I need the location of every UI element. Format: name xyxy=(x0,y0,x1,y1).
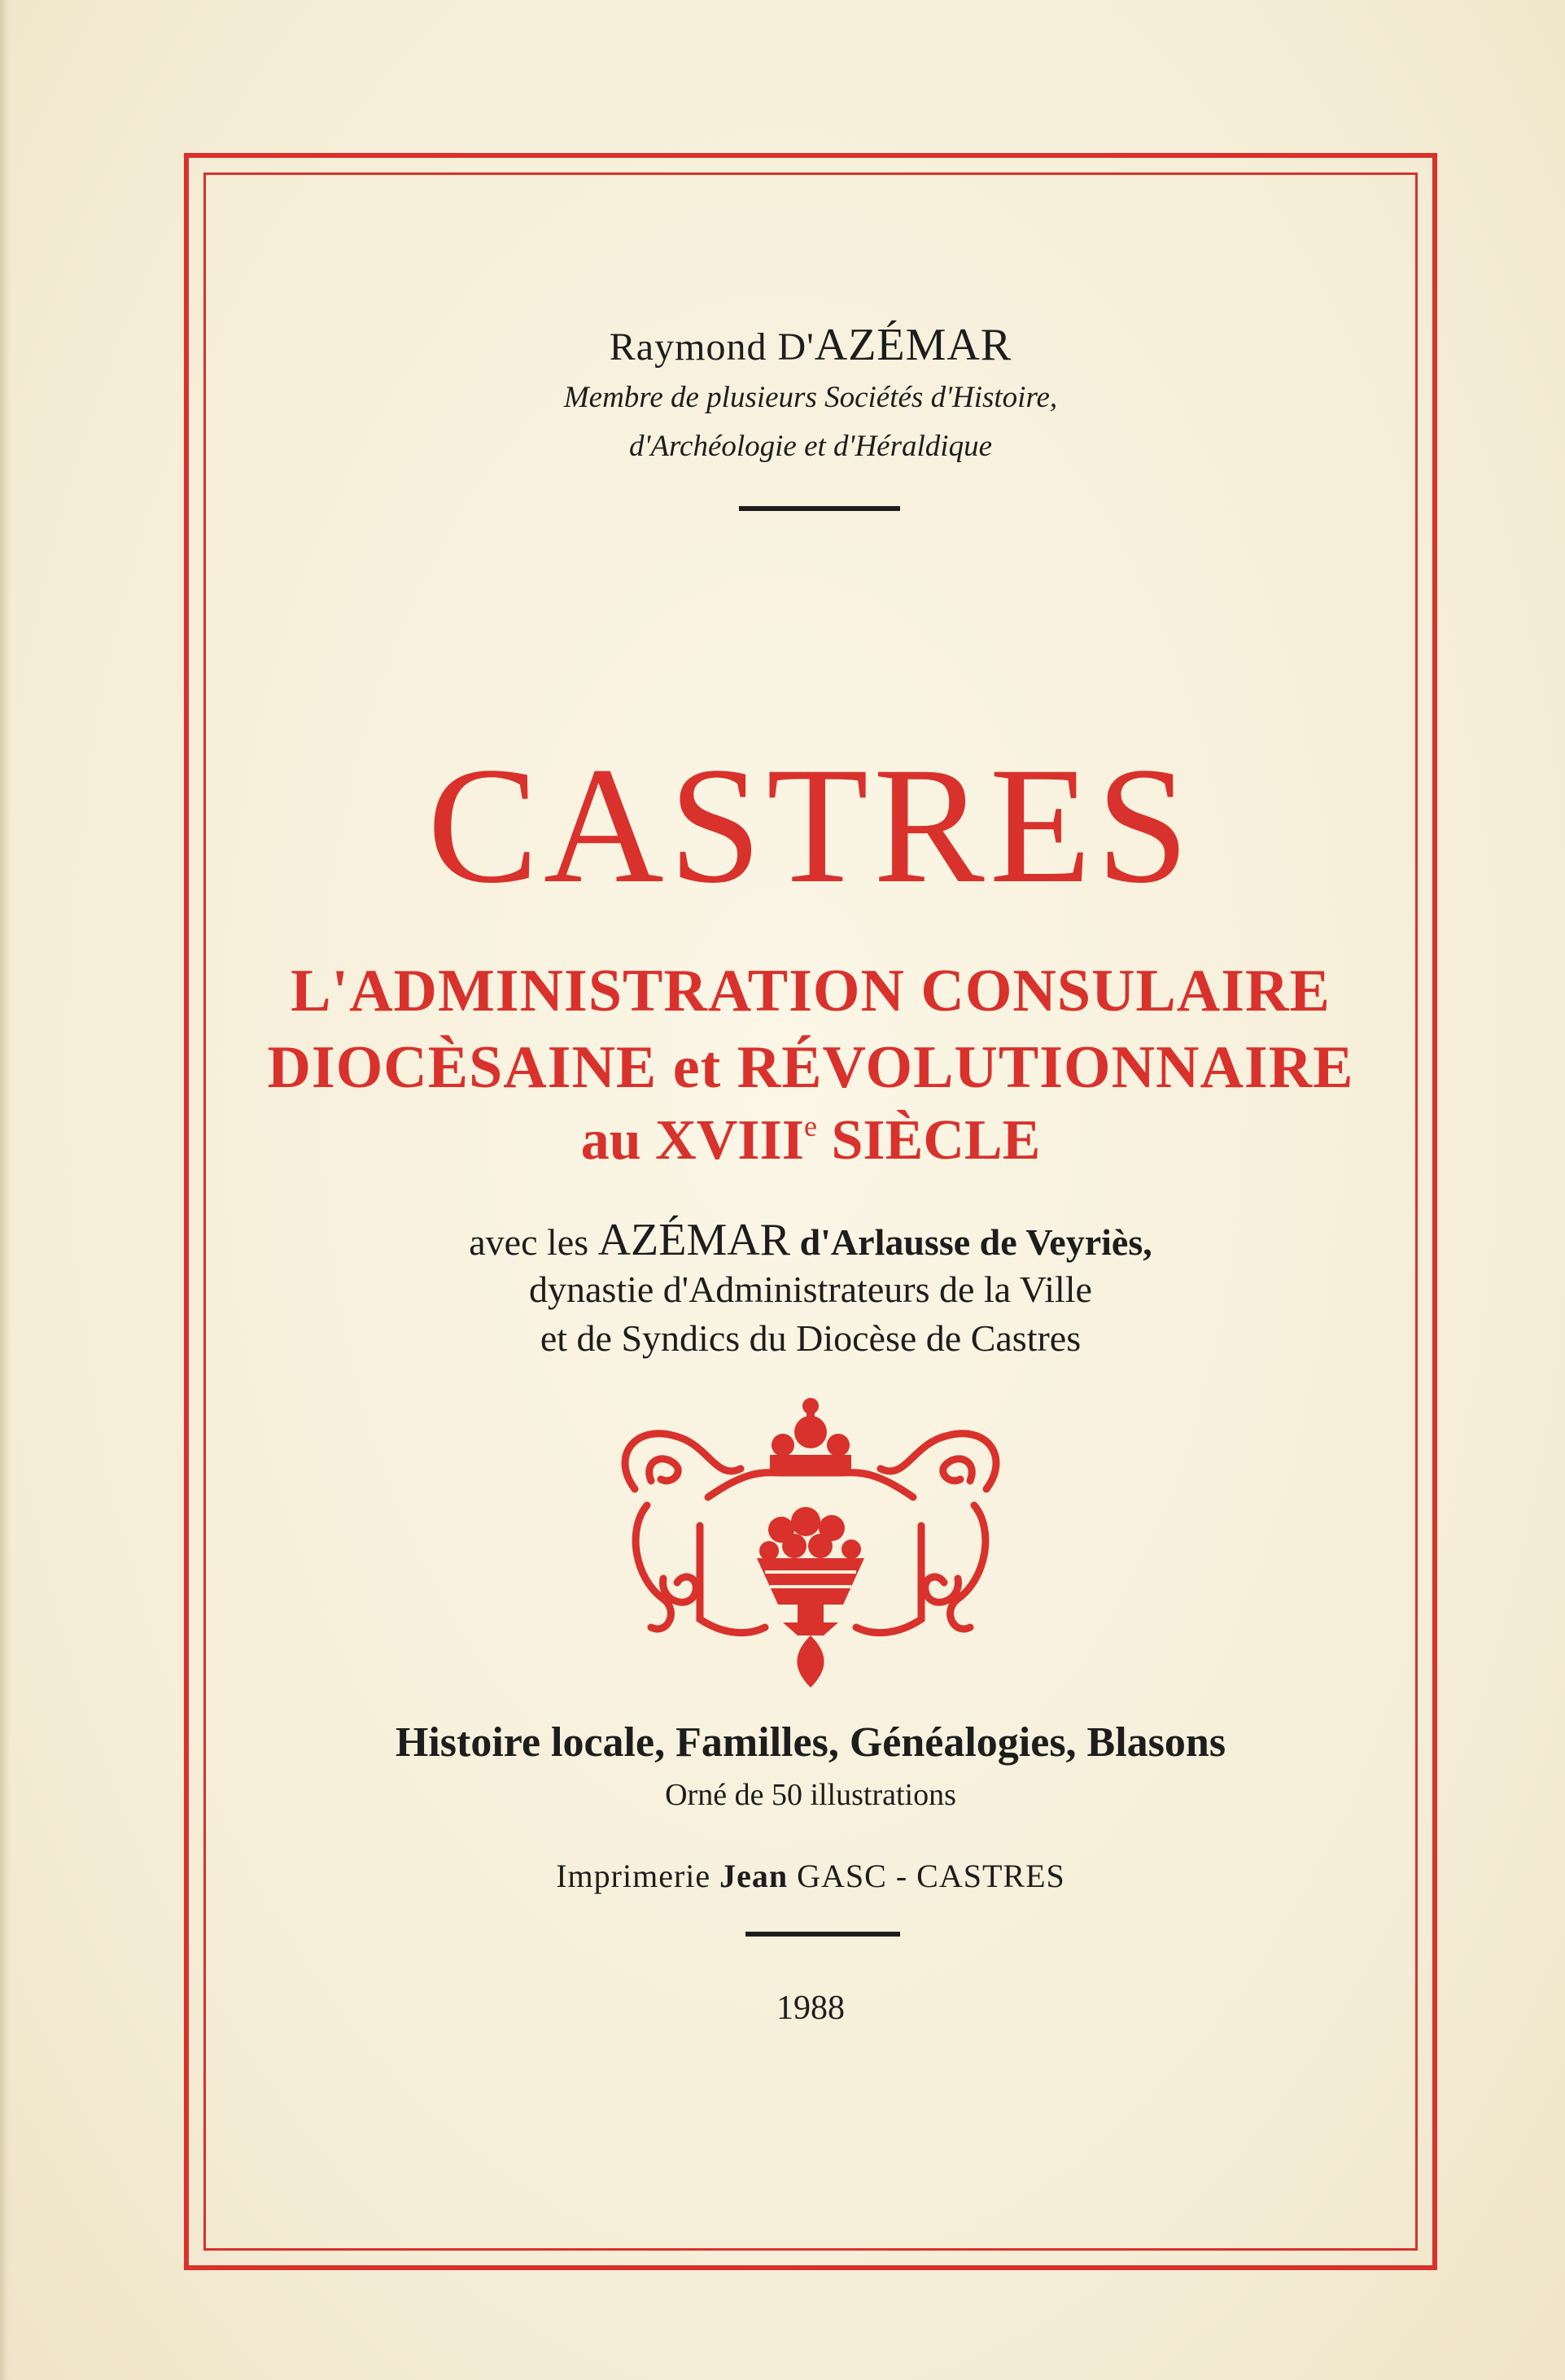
book-spine-edge xyxy=(0,0,11,2380)
author-surname: AZÉMAR xyxy=(814,320,1012,370)
author-first-name: Raymond D' xyxy=(609,325,815,369)
subtitle-line3-superscript: e xyxy=(803,1110,817,1142)
subtitle-line3-suffix: SIÈCLE xyxy=(816,1109,1041,1172)
subtitle-line1: L'ADMINISTRATION CONSULAIRE xyxy=(291,958,1331,1024)
subtitle-line3 xyxy=(203,1108,1418,1173)
publication-year: 1988 xyxy=(776,1989,845,2027)
printer-name: Jean xyxy=(719,1858,789,1894)
tagline-line1: Histoire locale, Familles, Généalogies, Blasons xyxy=(395,1719,1226,1766)
book-title: CASTRES xyxy=(427,733,1194,918)
subtitle-line2: DIOCÈSAINE et RÉVOLUTIONNAIRE xyxy=(267,1034,1354,1101)
subtitle-line3-prefix: au XVIII xyxy=(580,1109,804,1172)
cover-content xyxy=(203,172,1418,2251)
dynasty-family-rest: d'Arlausse de Veyriès, xyxy=(790,1221,1152,1263)
author-affiliation-line2: d'Archéologie et d'Héraldique xyxy=(628,430,992,463)
author-affiliation-line1: Membre de plusieurs Sociétés d'Histoire, xyxy=(563,381,1058,414)
dynasty-line1 xyxy=(203,1214,1418,1266)
dynasty-line2: dynastie d'Administrateurs de la Ville xyxy=(529,1269,1092,1310)
divider-rule xyxy=(739,506,900,511)
dynasty-family-name: AZÉMAR xyxy=(597,1215,791,1265)
printer-rest: GASC - CASTRES xyxy=(788,1858,1065,1894)
baroque-cartouche-icon xyxy=(602,1391,1019,1692)
dynasty-line3: et de Syndics du Diocèse de Castres xyxy=(540,1317,1082,1359)
dynasty-prefix: avec les xyxy=(469,1221,598,1263)
printer-line xyxy=(203,1857,1418,1895)
divider-rule xyxy=(745,1932,900,1937)
printer-prefix: Imprimerie xyxy=(556,1858,720,1894)
tagline-line2: Orné de 50 illustrations xyxy=(665,1778,956,1812)
author-name xyxy=(203,319,1418,371)
